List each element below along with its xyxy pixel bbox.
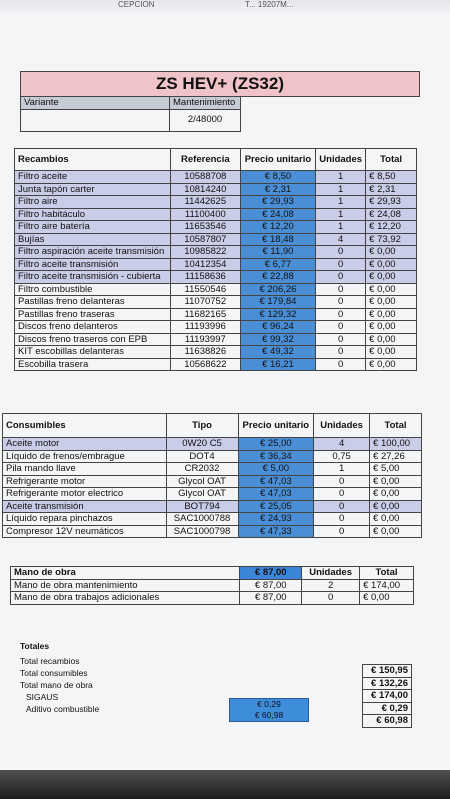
total-value: € 150,95 bbox=[363, 665, 412, 678]
table-cell: 11442625 bbox=[170, 196, 240, 209]
table-cell: 11653546 bbox=[170, 221, 240, 234]
table-row bbox=[15, 321, 417, 334]
table-row bbox=[15, 296, 417, 309]
table-row bbox=[3, 525, 422, 538]
table-row bbox=[15, 271, 417, 284]
table-cell: Discos freno delanteros bbox=[15, 321, 171, 334]
table-row bbox=[15, 258, 417, 271]
table-cell: € 96,24 bbox=[240, 321, 315, 334]
table-cell: Líquido de frenos/embrague bbox=[3, 450, 167, 463]
col-header-unidades-con: Unidades bbox=[314, 414, 370, 438]
table-cell: € 0,00 bbox=[370, 513, 422, 526]
table-cell: € 0,00 bbox=[366, 321, 417, 334]
table-cell: 0 bbox=[314, 475, 370, 488]
table-row bbox=[11, 592, 414, 605]
table-cell: € 87,00 bbox=[240, 592, 302, 605]
table-cell: Filtro combustible bbox=[15, 283, 171, 296]
col-header-mano-obra: Mano de obra bbox=[11, 567, 240, 580]
col-header-precio-con: Precio unitario bbox=[238, 414, 314, 438]
table-cell: € 0,00 bbox=[366, 271, 417, 284]
table-row bbox=[3, 438, 422, 451]
table-cell: Glycol OAT bbox=[166, 488, 238, 501]
table-cell: KIT escobillas delanteras bbox=[15, 346, 171, 359]
total-label: Total recambios bbox=[20, 656, 80, 666]
table-cell: 11550546 bbox=[170, 283, 240, 296]
table-cell: € 206,26 bbox=[240, 283, 315, 296]
table-cell: € 8,50 bbox=[366, 171, 417, 184]
table-cell: Filtro aspiración aceite transmisión bbox=[15, 246, 171, 259]
totales-section bbox=[20, 640, 99, 715]
table-row bbox=[15, 208, 417, 221]
table-row bbox=[15, 183, 417, 196]
table-row bbox=[11, 579, 414, 592]
table-cell: € 6,77 bbox=[240, 258, 315, 271]
table-cell: € 73,92 bbox=[366, 233, 417, 246]
table-cell: 4 bbox=[316, 233, 366, 246]
col-header-unidades-mo: Unidades bbox=[302, 567, 360, 580]
table-cell: 1 bbox=[316, 171, 366, 184]
table-cell: SAC1000798 bbox=[166, 525, 238, 538]
total-value: € 60,98 bbox=[363, 715, 412, 728]
table-cell: Bujías bbox=[15, 233, 171, 246]
table-cell: € 0,00 bbox=[366, 246, 417, 259]
table-cell: € 29,93 bbox=[366, 196, 417, 209]
table-cell: € 36,34 bbox=[238, 450, 314, 463]
maintenance-label: Mantenimiento bbox=[170, 97, 241, 110]
table-cell: 0 bbox=[302, 592, 360, 605]
table-cell: 0,75 bbox=[314, 450, 370, 463]
table-cell: 10412354 bbox=[170, 258, 240, 271]
table-row bbox=[3, 450, 422, 463]
table-cell: € 0,00 bbox=[370, 500, 422, 513]
table-cell: € 179,84 bbox=[240, 296, 315, 309]
table-cell: Glycol OAT bbox=[166, 475, 238, 488]
table-cell: Escobilla trasera bbox=[15, 358, 171, 371]
col-header-total-mo: Total bbox=[360, 567, 414, 580]
variant-table bbox=[20, 96, 241, 132]
blue-value: € 60,98 bbox=[254, 710, 284, 720]
table-cell: € 100,00 bbox=[370, 438, 422, 451]
table-cell: Compresor 12V neumáticos bbox=[3, 525, 167, 538]
table-cell: € 0,00 bbox=[370, 475, 422, 488]
table-cell: € 49,32 bbox=[240, 346, 315, 359]
table-cell: Filtro habitáculo bbox=[15, 208, 171, 221]
table-cell: 1 bbox=[316, 208, 366, 221]
table-cell: Junta tapón carter bbox=[15, 183, 171, 196]
table-cell: 0 bbox=[316, 346, 366, 359]
col-header-total-con: Total bbox=[370, 414, 422, 438]
col-header-precio: Precio unitario bbox=[240, 149, 315, 171]
table-row bbox=[15, 221, 417, 234]
total-label: SIGAUS bbox=[26, 692, 59, 702]
table-cell: Filtro aceite transmisión - cubierta bbox=[15, 271, 171, 284]
table-cell: 0 bbox=[316, 321, 366, 334]
table-cell: € 25,05 bbox=[238, 500, 314, 513]
table-row bbox=[15, 346, 417, 359]
table-cell: 11638826 bbox=[170, 346, 240, 359]
col-header-recambios: Recambios bbox=[15, 149, 171, 171]
aditivo-blue-box bbox=[229, 698, 309, 722]
table-cell: € 47,33 bbox=[238, 525, 314, 538]
table-cell: Mano de obra mantenimiento bbox=[11, 579, 240, 592]
table-cell: € 24,08 bbox=[240, 208, 315, 221]
table-cell: € 129,32 bbox=[240, 308, 315, 321]
table-cell: 0 bbox=[316, 258, 366, 271]
table-row bbox=[15, 333, 417, 346]
table-cell: € 47,03 bbox=[238, 475, 314, 488]
table-cell: 11193997 bbox=[170, 333, 240, 346]
table-cell: Pastillas freno traseras bbox=[15, 308, 171, 321]
table-cell: Filtro aire batería bbox=[15, 221, 171, 234]
table-cell: Pastillas freno delanteras bbox=[15, 296, 171, 309]
table-cell: 1 bbox=[316, 221, 366, 234]
table-cell: € 0,00 bbox=[370, 525, 422, 538]
table-row bbox=[3, 463, 422, 476]
recambios-table bbox=[14, 148, 417, 371]
total-value: € 132,26 bbox=[363, 677, 412, 690]
table-row bbox=[15, 358, 417, 371]
table-cell: Aceite transmisión bbox=[3, 500, 167, 513]
table-cell: € 0,00 bbox=[366, 333, 417, 346]
table-cell: € 2,31 bbox=[240, 183, 315, 196]
total-label: Total mano de obra bbox=[20, 680, 93, 690]
blue-value: € 0,29 bbox=[257, 699, 281, 709]
table-cell: € 5,00 bbox=[238, 463, 314, 476]
variant-value bbox=[21, 109, 170, 131]
table-cell: 10588708 bbox=[170, 171, 240, 184]
table-cell: € 29,93 bbox=[240, 196, 315, 209]
table-cell: SAC1000788 bbox=[166, 513, 238, 526]
total-label: Aditivo combustible bbox=[26, 704, 100, 714]
page-title: ZS HEV+ (ZS32) bbox=[20, 71, 420, 97]
table-cell: 11682165 bbox=[170, 308, 240, 321]
col-header-unidades: Unidades bbox=[316, 149, 366, 171]
maintenance-value: 2/48000 bbox=[170, 109, 241, 131]
table-cell: € 0,00 bbox=[360, 592, 414, 605]
table-cell: 10985822 bbox=[170, 246, 240, 259]
table-cell: Filtro aceite transmisión bbox=[15, 258, 171, 271]
table-cell: CR2032 bbox=[166, 463, 238, 476]
top-strip bbox=[0, 0, 450, 14]
table-cell: 10568622 bbox=[170, 358, 240, 371]
table-cell: Discos freno traseros con EPB bbox=[15, 333, 171, 346]
table-cell: € 0,00 bbox=[366, 258, 417, 271]
table-cell: Refrigerante motor bbox=[3, 475, 167, 488]
table-cell: € 18,48 bbox=[240, 233, 315, 246]
table-cell: 1 bbox=[316, 183, 366, 196]
total-label: Total consumibles bbox=[20, 668, 88, 678]
mano-obra-table bbox=[10, 566, 414, 605]
table-cell: € 99,32 bbox=[240, 333, 315, 346]
table-cell: 11158636 bbox=[170, 271, 240, 284]
table-cell: € 0,00 bbox=[370, 488, 422, 501]
table-cell: 11100400 bbox=[170, 208, 240, 221]
col-header-consumibles: Consumibles bbox=[3, 414, 167, 438]
col-header-referencia: Referencia bbox=[170, 149, 240, 171]
table-cell: Filtro aceite bbox=[15, 171, 171, 184]
table-cell: € 24,93 bbox=[238, 513, 314, 526]
table-cell: 0 bbox=[316, 333, 366, 346]
table-row bbox=[15, 283, 417, 296]
table-cell: 0 bbox=[316, 308, 366, 321]
table-cell: € 12,20 bbox=[366, 221, 417, 234]
table-row bbox=[15, 171, 417, 184]
table-cell: 0 bbox=[314, 525, 370, 538]
table-cell: 4 bbox=[314, 438, 370, 451]
consumibles-table bbox=[2, 413, 422, 538]
table-cell: 0 bbox=[316, 283, 366, 296]
table-cell: 1 bbox=[316, 196, 366, 209]
table-cell: 1 bbox=[314, 463, 370, 476]
table-cell: € 0,00 bbox=[366, 283, 417, 296]
table-cell: € 25,00 bbox=[238, 438, 314, 451]
table-row bbox=[15, 196, 417, 209]
table-cell: Líquido repara pinchazos bbox=[3, 513, 167, 526]
table-cell: € 0,00 bbox=[366, 308, 417, 321]
table-cell: 0 bbox=[316, 271, 366, 284]
table-cell: Pila mando llave bbox=[3, 463, 167, 476]
table-cell: € 12,20 bbox=[240, 221, 315, 234]
table-cell: Refrigerante motor electrico bbox=[3, 488, 167, 501]
total-value: € 174,00 bbox=[363, 690, 412, 703]
table-cell: 0W20 C5 bbox=[166, 438, 238, 451]
table-cell: € 16,21 bbox=[240, 358, 315, 371]
table-row bbox=[15, 308, 417, 321]
table-cell: 0 bbox=[316, 296, 366, 309]
table-row bbox=[3, 500, 422, 513]
table-cell: € 24,08 bbox=[366, 208, 417, 221]
table-cell: 11193996 bbox=[170, 321, 240, 334]
totales-title: Totales bbox=[20, 641, 50, 651]
table-cell: € 0,00 bbox=[366, 296, 417, 309]
table-cell: € 87,00 bbox=[240, 579, 302, 592]
table-cell: € 27,26 bbox=[370, 450, 422, 463]
table-cell: DOT4 bbox=[166, 450, 238, 463]
totales-values-table bbox=[362, 664, 412, 728]
table-cell: € 22,88 bbox=[240, 271, 315, 284]
table-cell: 10814240 bbox=[170, 183, 240, 196]
table-cell: 0 bbox=[314, 500, 370, 513]
table-cell: € 0,00 bbox=[366, 346, 417, 359]
table-cell: € 174,00 bbox=[360, 579, 414, 592]
table-row bbox=[3, 488, 422, 501]
table-cell: 2 bbox=[302, 579, 360, 592]
total-value: € 0,29 bbox=[363, 702, 412, 715]
table-cell: € 2,31 bbox=[366, 183, 417, 196]
top-strip-right-text: T... 19207M... bbox=[245, 0, 294, 9]
table-cell: 0 bbox=[316, 246, 366, 259]
table-cell: Filtro aire bbox=[15, 196, 171, 209]
table-cell: 0 bbox=[314, 488, 370, 501]
background-edge bbox=[0, 770, 450, 799]
table-cell: Mano de obra trabajos adicionales bbox=[11, 592, 240, 605]
top-strip-left-text: CEPCION bbox=[118, 0, 155, 9]
table-row bbox=[3, 475, 422, 488]
table-cell: € 11,90 bbox=[240, 246, 315, 259]
table-cell: 10587807 bbox=[170, 233, 240, 246]
table-cell: € 47,03 bbox=[238, 488, 314, 501]
table-cell: € 8,50 bbox=[240, 171, 315, 184]
table-row bbox=[15, 233, 417, 246]
table-cell: € 5,00 bbox=[370, 463, 422, 476]
table-cell: € 0,00 bbox=[366, 358, 417, 371]
col-header-tipo: Tipo bbox=[166, 414, 238, 438]
col-header-tarifa: € 87,00 bbox=[240, 567, 302, 580]
table-cell: 0 bbox=[316, 358, 366, 371]
table-cell: Aceite motor bbox=[3, 438, 167, 451]
table-cell: 0 bbox=[314, 513, 370, 526]
table-cell: 11070752 bbox=[170, 296, 240, 309]
table-row bbox=[3, 513, 422, 526]
col-header-total: Total bbox=[366, 149, 417, 171]
table-cell: BOT794 bbox=[166, 500, 238, 513]
table-row bbox=[15, 246, 417, 259]
variant-label: Variante bbox=[21, 97, 170, 110]
